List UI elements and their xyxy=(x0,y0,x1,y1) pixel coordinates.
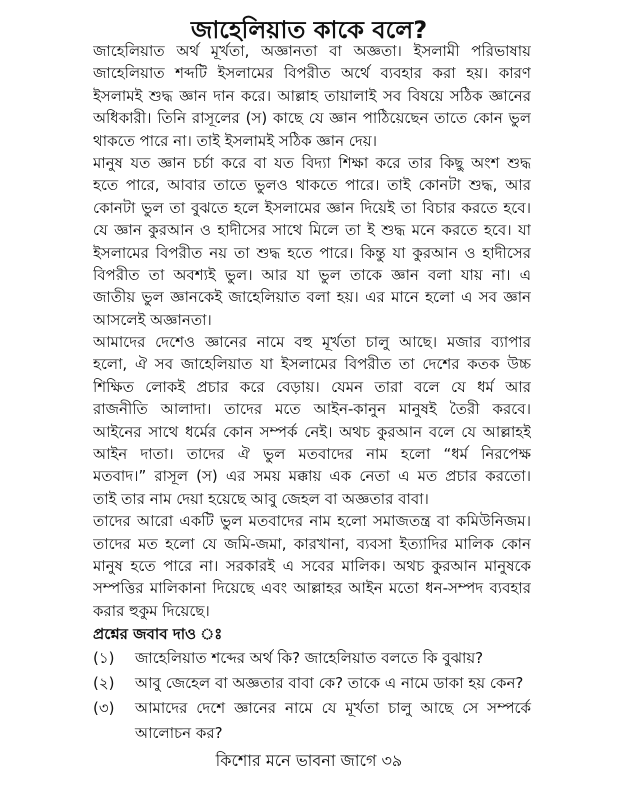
question-continuation: আলোচন কর? xyxy=(135,724,223,743)
text-line: করার হুকুম দিয়েছে। xyxy=(93,601,210,620)
text-line: অধিকারী। তিনি রাসূলের (স) কাছে যে জ্ঞান পাঠিয়েছেন তাতে কোন ভুল xyxy=(93,109,531,128)
question-number: (১) xyxy=(93,649,115,668)
question-item xyxy=(93,671,531,696)
text-line: যে জ্ঞান কুরআন ও হাদীসের সাথে মিলে তা ই শুদ্ধ মনে করতে হবে। যা xyxy=(93,221,531,240)
text-line: বিপরীত তা অবশ্যই ভুল। আর যা ভুল তাকে জ্ঞান বলা যায় না। এ xyxy=(93,265,531,284)
text-line: ইসলামই শুদ্ধ জ্ঞান দান করে। আল্লাহ তায়ালাই সব বিষয়ে সঠিক জ্ঞানের xyxy=(93,86,531,105)
text-line: আসলেই অজ্ঞানতা। xyxy=(93,310,212,329)
page-footer: কিশোর মনে ভাবনা জাগে ৩৯ xyxy=(215,751,403,770)
text-line: তাদের মত হলো যে জমি-জমা, কারখানা, ব্যবসা ইত্যাদির মালিক কোন xyxy=(93,534,531,553)
paragraph-1 xyxy=(93,40,531,152)
text-line: আমাদের দেশেও জ্ঞানের নামে বহু মূর্খতা চালু আছে। মজার ব্যাপার xyxy=(93,333,531,352)
question-text: জাহেলিয়াত শব্দের অর্থ কি? জাহেলিয়াত বলতে কি বুঝায়? xyxy=(135,649,484,668)
text-line: মতবাদ।” রাসূল (স) এর সময় মক্কায় এক নেতা এ মত প্রচার করতো। xyxy=(93,467,531,486)
questions-heading: প্রশ্নের জবাব দাও ঃ xyxy=(93,625,223,644)
question-item xyxy=(93,646,531,671)
text-line: সম্পত্তির মালিকানা দিয়েছে এবং আল্লাহর আইন মতো ধন-সম্পদ ব্যবহার xyxy=(93,579,531,598)
text-line: ইসলামের বিপরীত নয় তা শুদ্ধ হতে পারে। কিন্তু যা কুরআন ও হাদীসের xyxy=(93,243,531,262)
question-text: আমাদের দেশে জ্ঞানের নামে যে মূর্খতা চালু আছে সে সম্পর্কে xyxy=(135,699,531,718)
text-line: রাজনীতি আলাদা। তাদের মতে আইন-কানুন মানুষই তৈরী করবে। xyxy=(93,400,531,419)
text-line: জাহেলিয়াত শব্দটি ইসলামের বিপরীত অর্থে ব্যবহার করা হয়। কারণ xyxy=(93,64,531,83)
paragraph-3 xyxy=(93,331,531,510)
paragraph-4 xyxy=(93,510,531,622)
text-line: তাদের আরো একটি ভুল মতবাদের নাম হলো সমাজতন্ত্র বা কমিউনিজম। xyxy=(93,512,531,531)
question-number: (৩) xyxy=(93,699,115,718)
text-line: শিক্ষিত লোকই প্রচার করে বেড়ায়। যেমন তারা বলে যে ধর্ম আর xyxy=(93,377,531,396)
text-line: থাকতে পারে না। তাই ইসলামই সঠিক জ্ঞান দেয়। xyxy=(93,131,378,150)
text-line: কোনটা ভুল তা বুঝতে হলে ইসলামের জ্ঞান দিয়েই তা বিচার করতে হবে। xyxy=(93,198,531,217)
paragraph-2 xyxy=(93,152,531,331)
text-line: জাহেলিয়াত অর্থ মূর্খতা, অজ্ঞানতা বা অজ্ঞতা। ইসলামী পরিভাষায় xyxy=(93,42,531,60)
page-title: জাহেলিয়াত কাকে বলে? xyxy=(190,16,428,44)
text-line: হতে পারে, আবার তাতে ভুলও থাকতে পারে। তাই কোনটা শুদ্ধ, আর xyxy=(93,176,531,195)
question-text: আবু জেহেল বা অজ্ঞতার বাবা কে? তাকে এ নামে ডাকা হয় কেন? xyxy=(135,674,524,693)
page-body xyxy=(93,40,531,745)
text-line: আইন দাতা। তাদের ঐ ভুল মতবাদের নাম হলো “ধর্ম নিরপেক্ষ xyxy=(93,445,531,464)
text-line: জাতীয় ভুল জ্ঞানকেই জাহেলিয়াত বলা হয়। এর মানে হলো এ সব জ্ঞান xyxy=(93,288,531,307)
text-line: তাই তার নাম দেয়া হয়েছে আবু জেহল বা অজ্ঞতার বাবা। xyxy=(93,489,429,508)
text-line: মানুষ হতে পারে না। সরকারই এ সবের মালিক। অথচ কুরআন মানুষকে xyxy=(93,556,531,575)
question-item xyxy=(93,696,531,721)
text-line: হলো, ঐ সব জাহেলিয়াত যা ইসলামের বিপরীত তা দেশের কতক উচ্চ xyxy=(93,355,531,374)
text-line: মানুষ যত জ্ঞান চর্চা করে বা যত বিদ্যা শিক্ষা করে তার কিছু অংশ শুদ্ধ xyxy=(93,153,531,172)
text-line: আইনের সাথে ধর্মের কোন সম্পর্ক নেই। অথচ কুরআন বলে যে আল্লাহই xyxy=(93,422,531,441)
question-number: (২) xyxy=(93,674,115,693)
